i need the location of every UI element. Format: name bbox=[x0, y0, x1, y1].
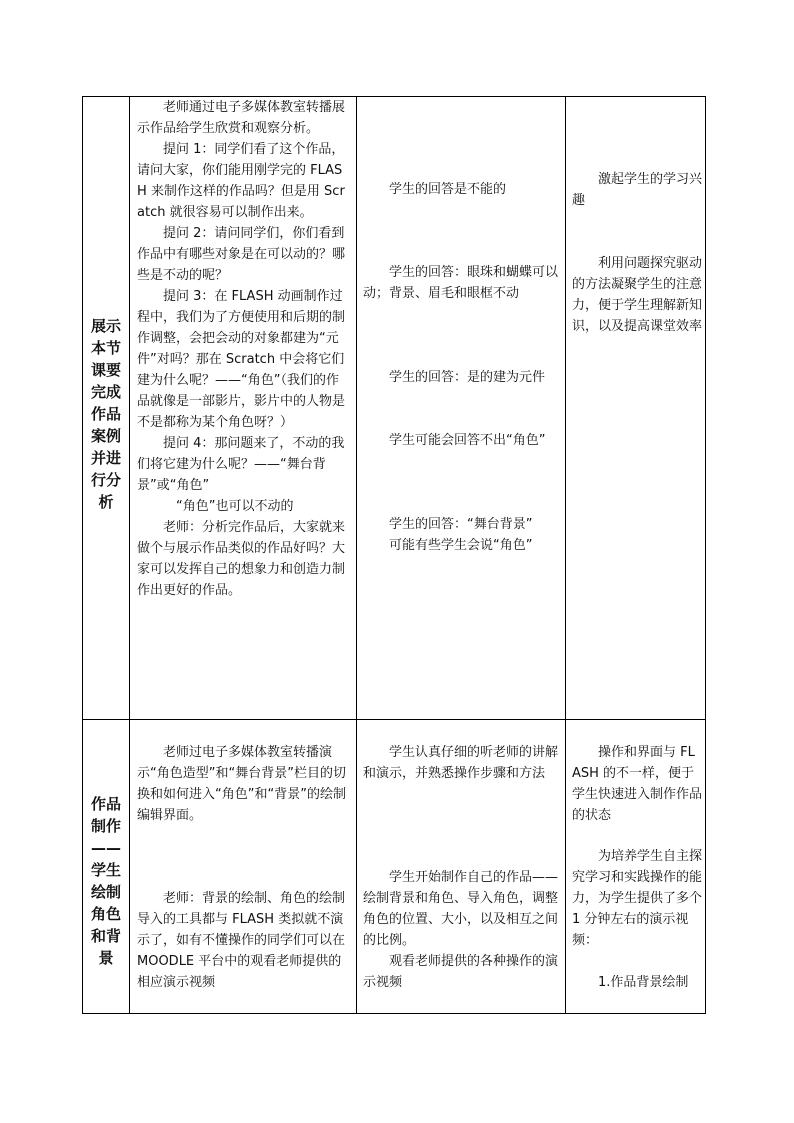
teacher-text: 老师：分析完作品后，大家就来做个与展示作品类似的作品好吗？大家可以发挥自己的想象力和创造力制作出更好的作品。 bbox=[137, 520, 346, 598]
teacher-text: 提问 3：在 FLASH 动画制作过程中，我们为了方便使用和后期的制作调整，会把会动的对象都建为“元件”对吗？那在 Scratch 中会将它们建为什么呢？——“角色”（我们的作品就像是一部影片，影片中的人物是不是都称为某个角色呀？） bbox=[137, 289, 346, 430]
student-text: 学生认真仔细的听老师的讲解和演示，并熟悉操作步骤和方法 bbox=[363, 745, 559, 781]
teacher-text: 提问 4：那问题来了，不动的我们将它建为什么呢？——“舞台背景”或“角色” bbox=[137, 436, 345, 493]
purpose-text: 激起学生的学习兴趣 bbox=[572, 172, 703, 208]
row-header-production bbox=[86, 793, 126, 969]
student-text: 学生开始制作自己的作品——绘制背景和角色、导入角色，调整角色的位置、大小，以及相互之间的比例。 bbox=[363, 870, 559, 948]
teacher-text: 老师：背景的绘制、角色的绘制导入的工具都与 FLASH 类拟就不演示了，如有不懂操作的同学们可以在 MOODLE 平台中的观看老师提供的相应演示视频 bbox=[137, 891, 350, 990]
student-text: 学生的回答：“舞台背景” bbox=[389, 517, 533, 532]
column-divider bbox=[356, 97, 357, 1013]
column-divider bbox=[129, 97, 130, 1013]
teacher-text: “角色”也可以不动的 bbox=[176, 499, 294, 514]
row-header-line: —— bbox=[91, 839, 121, 857]
row-header-line: 学生绘制角色和背景 bbox=[90, 861, 121, 967]
column-divider bbox=[565, 97, 566, 1013]
row-header-showcase: 展示本节课要完成作品案例并进行分析 bbox=[90, 317, 121, 511]
student-text: 学生可能会回答不出“角色” bbox=[389, 433, 546, 448]
purpose-text: 操作和界面与 FLASH 的不一样，便于学生快速进入制作作品的状态 bbox=[572, 745, 703, 823]
purpose-text: 为培养学生自主探究学习和实践操作的能力，为学生提供了多个 1 分钟左右的演示视频： bbox=[572, 849, 707, 948]
purpose-text: 利用问题探究驱动的方法凝聚学生的注意力，便于学生理解新知识，以及提高课堂效率 bbox=[572, 256, 703, 334]
student-text: 可能有些学生会说“角色” bbox=[389, 538, 533, 553]
teacher-text: 提问 2：请问同学们，你们看到作品中有哪些对象是在可以动的？哪些是不动的呢？ bbox=[137, 226, 346, 283]
teacher-text: 老师过电子多媒体教室转播演示“角色造型”和“舞台背景”栏目的切换和如何进入“角色”和“背景”的绘制编辑界面。 bbox=[137, 745, 346, 823]
teacher-activity-cell bbox=[137, 97, 351, 601]
lesson-plan-table bbox=[82, 96, 706, 1014]
purpose-text: 1.作品背景绘制 bbox=[598, 975, 689, 990]
student-text: 学生的回答是不能的 bbox=[389, 182, 507, 197]
student-text: 观看老师提供的各种操作的演示视频 bbox=[363, 954, 559, 990]
teacher-text: 老师通过电子多媒体教室转播展示作品给学生欣赏和观察分析。 bbox=[137, 100, 346, 136]
student-text: 学生的回答：是的建为元件 bbox=[389, 370, 546, 385]
row-header-line: 作品制作 bbox=[90, 795, 121, 835]
teacher-text: 提问 1：同学们看了这个作品，请问大家，你们能用刚学完的 FLASH 来制作这样的作品吗？但是用 Scratch 就很容易可以制作出来。 bbox=[137, 142, 345, 220]
student-text: 学生的回答：眼珠和蝴蝶可以动；背景、眉毛和眼框不动 bbox=[363, 265, 559, 301]
row-divider bbox=[83, 719, 705, 720]
